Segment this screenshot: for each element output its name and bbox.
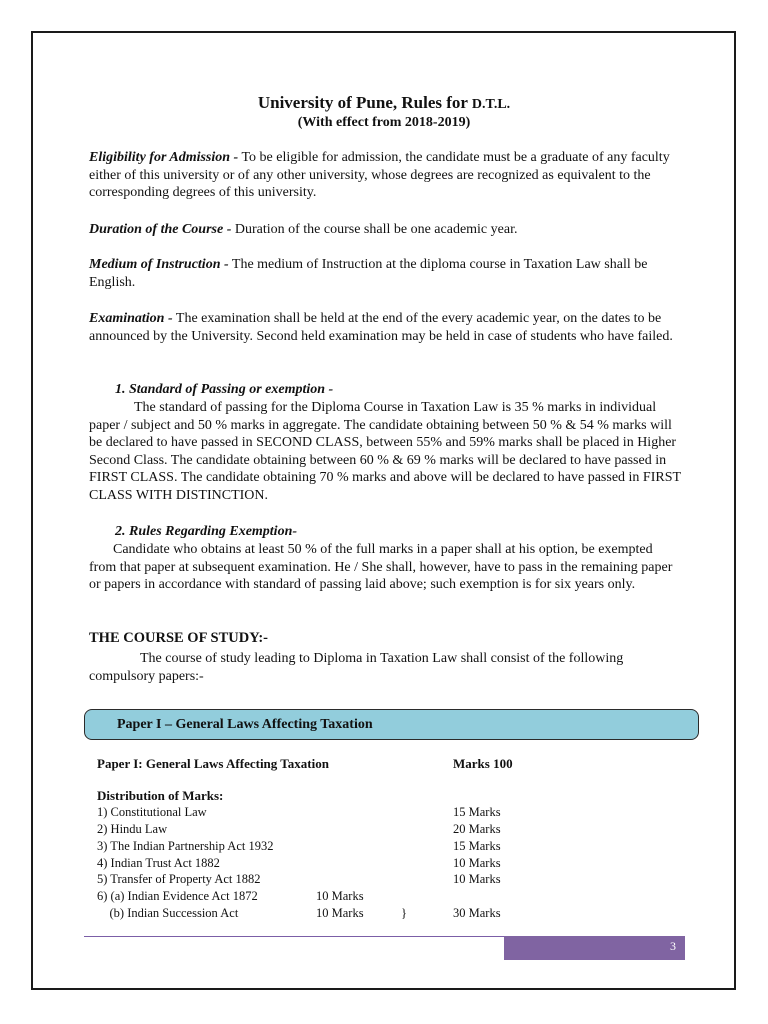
marks-row: 2) Hindu Law 20 Marks — [97, 822, 501, 836]
medium-paragraph: Medium of Instruction - The medium of Instruction at the diploma course in Taxation Law shall be English. — [89, 257, 648, 290]
marks-row: 1) Constitutional Law 15 Marks — [97, 805, 501, 819]
marks-row: 3) The Indian Partnership Act 1932 15 Marks — [97, 839, 501, 853]
duration-paragraph: Duration of the Course - Duration of the course shall be one academic year. — [89, 222, 518, 237]
marks-row: 4) Indian Trust Act 1882 10 Marks — [97, 856, 501, 870]
page-number: 3 — [670, 939, 676, 953]
paper-banner — [84, 709, 699, 740]
course-heading: THE COURSE OF STUDY:- — [89, 630, 268, 646]
standard-paragraph: The standard of passing for the Diploma Course in Taxation Law is 35 % marks in individual paper / subject and 50 % marks in aggregate. The candidate obtaining between 50 % & 54 % marks will be declared to have passed in SECOND CLASS, between 55% and 59% marks shall be placed in Higher Second Class. The candidate obtaining between 60 % & 69 % marks will be declared to have passed in FIRST CLASS. The candidate obtaining 70 % marks and above will be declared to have passed in FIRST CLASS WITH DISTINCTION. — [89, 400, 681, 503]
footer-rule — [84, 936, 504, 937]
standard-heading: 1. Standard of Passing or exemption - — [115, 382, 334, 397]
marks-row: 6) (a) Indian Evidence Act 1872 10 Marks — [97, 889, 364, 903]
course-paragraph: The course of study leading to Diploma in Taxation Law shall consist of the following compulsory papers:- — [89, 651, 624, 684]
paper-heading: Paper I: General Laws Affecting Taxation — [97, 756, 329, 771]
eligibility-paragraph: Eligibility for Admission - To be eligible for admission, the candidate must be a graduate of any faculty either of this university or of any other university, whose degrees are recognized as equivalent to the corresponding degrees of this university. — [89, 150, 670, 200]
exemption-heading: 2. Rules Regarding Exemption- — [115, 524, 298, 539]
page-title: University of Pune, Rules for D.T.L. — [257, 93, 511, 112]
page-number-box — [504, 936, 685, 960]
distribution-label: Distribution of Marks: — [97, 788, 224, 803]
exemption-paragraph: Candidate who obtains at least 50 % of the full marks in a paper shall at his option, be exempted from that paper at subsequent examination. He / She shall, however, have to pass in the remaining paper or papers in accordance with standard of passing laid above; such exemption is for six years only. — [89, 542, 673, 592]
examination-paragraph: Examination - The examination shall be held at the end of the every academic year, on the dates to be announced by the University. Second held examination may be held in case of students who have failed. — [89, 311, 673, 344]
marks-row: (b) Indian Succession Act 10 Marks } 30 Marks — [97, 906, 501, 920]
paper-banner-label: Paper I – General Laws Affecting Taxation — [117, 717, 373, 732]
paper-total-marks: Marks 100 — [453, 756, 513, 771]
marks-row: 5) Transfer of Property Act 1882 10 Marks — [97, 872, 501, 886]
page-subtitle: (With effect from 2018-2019) — [297, 115, 471, 130]
